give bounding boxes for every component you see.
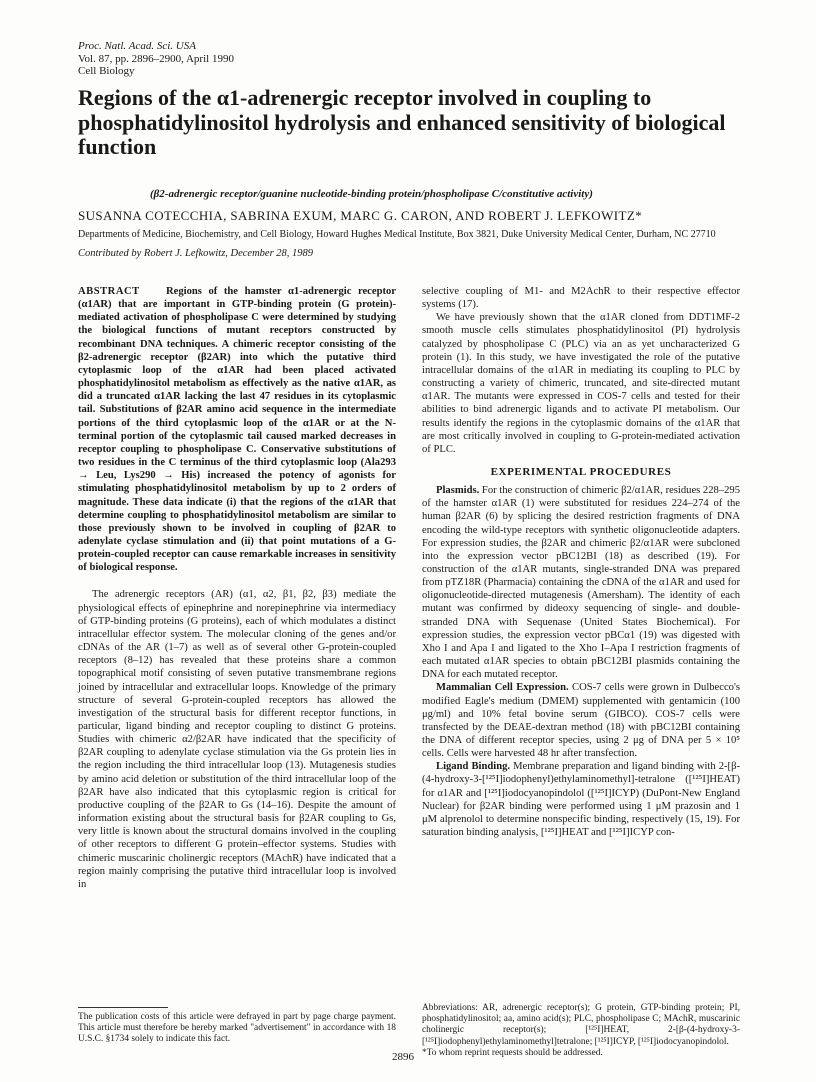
authors: SUSANNA COTECCHIA, SABRINA EXUM, MARC G. CARON, AND ROBERT J. LEFKOWITZ* [78,208,643,223]
right-column [422,285,740,839]
abstract-text: Regions of the hamster α1-adrenergic receptor (α1AR) that are important in GTP-binding protein (G protein)-mediated activation of phospholipase C were determined by studying the biological functions of mutant receptors constructed by recombinant DNA techniques. A chimeric receptor consisting of the β2-adrenergic receptor (β2AR) into which the putative third cytoplasmic loop of the α1AR had been placed activated phosphatidylinositol metabolism as effectively as the native α1AR, as did a truncated α1AR lacking the last 47 residues in its cytoplasmic tail. Substitutions of β2AR amino acid sequence in the intermediate portions of the third cytoplasmic loop of the α1AR or at the N-terminal portion of the cytoplasmic tail caused marked decreases in receptor coupling to phospholipase C. Conservative substitutions of two residues in the C terminus of the third cytoplasmic loop (Ala293 → Leu, Lys290 → His) increased the potency of agonists for stimulating phosphatidylinositol metabolism by up to 2 orders of magnitude. These data indicate (i) that the regions of the α1AR that determine coupling to phosphatidylinositol metabolism are similar to those previously shown to be involved in coupling of β2AR to adenylate cyclase stimulation and (ii) that point mutations of a G-protein-coupled receptor can cause remarkable increases in sensitivity of biological response. [78,286,396,574]
footnote-rule [78,1007,168,1008]
ligand-heading: Ligand Binding. [436,761,511,773]
mammalian-heading: Mammalian Cell Expression. [436,682,569,694]
abstract-label: ABSTRACT [78,286,140,297]
article-title: Regions of the α1-adrenergic receptor involved in coupling to phosphatidylinositol hydrolysis and enhanced sensitivity of biological function [78,85,726,159]
abbreviations-footnote [422,1003,740,1059]
abbreviations-text: Abbreviations: AR, adrenergic receptor(s); G protein, GTP-binding protein; PI, phosphatidylinositol; aa, amino acid(s); PLC, phospholipase C; MAchR, muscarinic cholinergic receptor(s); [¹²⁵I]HEAT, 2-[β-(4-hydroxy-3-[¹²⁵I]iodophenyl)ethylaminomethyl]tetralone; [¹²⁵I]ICYP, [¹²⁵I]iodocyanopindolol. [422,1003,740,1047]
plasmids-paragraph [422,484,740,681]
publication-cost-note: The publication costs of this article were defrayed in part by page charge payment. This article must therefore be hereby marked "advertisement" in accordance with 18 U.S.C. §1734 solely to indicate this fact. [78,1012,396,1045]
intro-paragraph-1-continued: selective coupling of M1- and M2AchR to their respective effector systems (17). [422,286,740,311]
mammalian-text: COS-7 cells were grown in Dulbecco's modified Eagle's medium (DMEM) supplemented with gentamicin (100 μg/ml) and 10% fetal bovine serum (GIBCO). COS-7 cells were transfected by the DEAE-dextran method (18) with pBC12BI containing the DNA of different receptor species, using 2 μg of DNA per 5 × 10⁵ cells. Cells were harvested 48 hr after transfection. [422,682,740,760]
methods-heading: EXPERIMENTAL PROCEDURES [490,466,672,479]
intro-paragraph-2: We have previously shown that the α1AR cloned from DDT1MF-2 smooth muscle cells stimulates phosphatidylinositol (PI) hydrolysis catalyzed by phospholipase C (PLC) via an as yet uncharacterized G protein (1). In this study, we have investigated the role of the putative intracellular domains of the α1AR in mediating its coupling to PLC by constructing a variety of chimeric, truncated, and site-directed mutant α1AR. The mutants were expressed in COS-7 cells and tested for their abilities to bind adrenergic ligands and to activate PI metabolism. Our results identify the regions in the cytoplasmic domains of the α1AR that are most critically involved in coupling to G-protein-mediated activation of PLC. [422,312,740,455]
ligand-text: Membrane preparation and ligand binding with 2-[β-(4-hydroxy-3-[¹²⁵I]iodophenyl)ethylaminomethyl]-tetralone ([¹²⁵I]HEAT) for α1AR and [¹²⁵I]iodocyanopindolol ([¹²⁵I]ICYP) (DuPont-New England Nuclear) for β2AR binding were performed using 1 μM prazosin and 1 μM alprenolol to determine nonspecific binding, respectively (15, 19). For saturation binding analysis, [¹²⁵I]HEAT and [¹²⁵I]ICYP con- [422,761,741,839]
page-number: 2896 [392,1051,414,1063]
intro-paragraph-1: The adrenergic receptors (AR) (α1, α2, β1, β2, β3) mediate the physiological effects of epinephrine and norepinephrine via intermediacy of GTP-binding proteins (G proteins), each of which modulates a distinct intracellular effector system. The molecular cloning of the genes and/or cDNAs of the AR (1–7) as well as of several other G-protein-coupled receptors (8–12) has revealed that these proteins share a common topographical motif consisting of seven putative transmembrane regions joined by intracellular and extracellular loops. Knowledge of the primary structure of several G-protein-coupled receptors has allowed the investigation of the structural basis for different receptor functions, in particular, ligand binding and receptor coupling to distinct G proteins. Studies with chimeric α2/β2AR have indicated that the specificity of β2AR coupling to adenylate cyclase stimulation via the Gs protein lies in the region including the third intracellular loop (13). Mutagenesis studies by amino acid deletion or substitution of the third intracellular loop of the β2AR have also indicated that this cytoplasmic region is critical for productive coupling of the β2AR to Gs (14–16). Despite the amount of information existing about the structural basis for β2AR coupling to Gs, very little is known about the structural domains involved in the coupling of other receptors to different G protein–effector systems. Studies with chimeric muscarinic cholinergic receptors (MAchR) have indicated that a region mainly comprising the putative third intracellular loop is involved in [78,589,396,890]
reprint-footnote: *To whom reprint requests should be addressed. [422,1047,603,1058]
left-column [78,285,396,891]
journal-header [78,40,234,78]
keywords: (β2-adrenergic receptor/guanine nucleotide-binding protein/phospholipase C/constitutive activity) [150,188,593,200]
abstract [78,285,396,574]
journal-name: Proc. Natl. Acad. Sci. USA [78,40,196,52]
plasmids-text: For the construction of chimeric β2/α1AR, residues 228–295 of the hamster α1AR (1) were substituted for residues 224–274 of the human β2AR (6) by splicing the desired restriction fragments of DNA encoding the wild-type receptors with synthetic oligonucleotide adapters. For expression studies, the β2AR and chimeric β2/α1AR were subcloned into the expression vector pBC12BI (18) as described (19). For construction of the α1AR mutants, single-stranded DNA was prepared from pTZ18R (Pharmacia) containing the cDNA of the α1AR and used for oligonucleotide-directed mutagenesis (Amersham). The identity of each mutant was confirmed by dideoxy sequencing of single- and double-stranded DNA with Sequenase (United States Biochemical). For expression studies, the expression vector pBCα1 (19) was digested with Xho I and Apa I and ligated to the Xho I–Apa I restriction fragments of each mutated α1AR species to obtain pBC12BI plasmids containing the DNA for each mutated receptor. [422,485,741,681]
contributed-by: Contributed by Robert J. Lefkowitz, December 28, 1989 [78,248,314,259]
ligand-paragraph [422,760,740,839]
journal-section: Cell Biology [78,65,135,77]
affiliation: Departments of Medicine, Biochemistry, and Cell Biology, Howard Hughes Medical Institute, Box 3821, Duke University Medical Center, Durham, NC 27710 [78,229,716,240]
mammalian-paragraph [422,681,740,760]
plasmids-heading: Plasmids. [436,485,480,497]
journal-volume: Vol. 87, pp. 2896–2900, April 1990 [78,52,234,65]
